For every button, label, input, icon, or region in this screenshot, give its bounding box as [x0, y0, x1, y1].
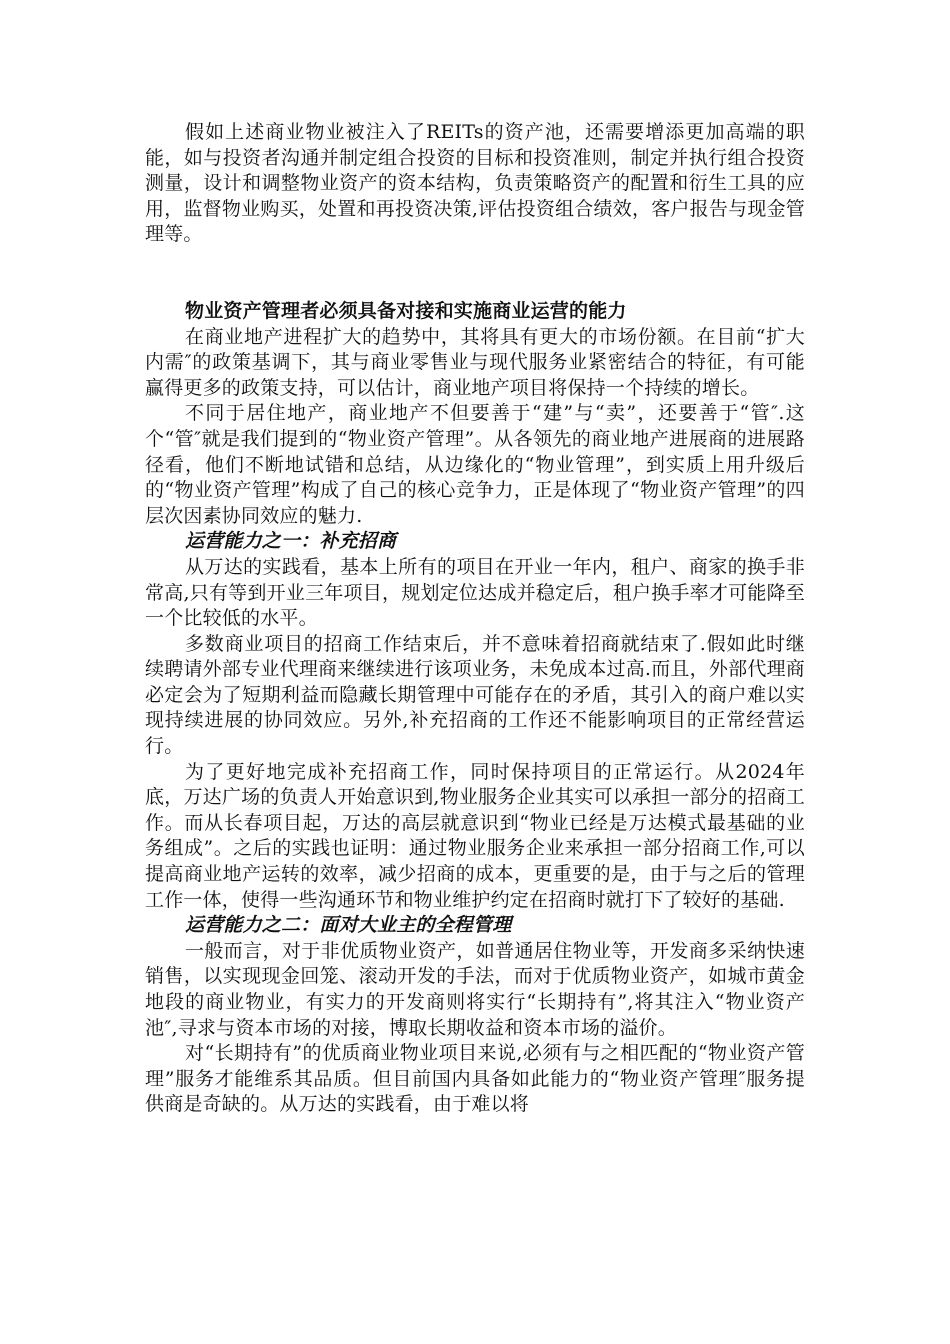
section-heading: 物业资产管理者必须具备对接和实施商业运营的能力: [185, 299, 627, 322]
paragraph-market-share: 在商业地产进程扩大的趋势中，其将具有更大的市场份额。在目前“扩大内需″的政策基调下，其与商业零售业与现代服务业紧密结合的特征，有可能赢得更多的政策支持，可以估计，商业地产项目将保持一个持续的增长。: [145, 325, 805, 399]
section-gap: [145, 248, 805, 299]
paragraph-long-term-holding: 对“长期持有”的优质商业物业项目来说,必须有与之相匹配的“物业资产管理”服务才能维系其品质。但目前国内具备如此能力的“物业资产管理″服务提供商是奇缺的。从万达的实践看，由于难以将: [145, 1042, 805, 1116]
subheading-owner-management: 运营能力之二：面对大业主的全程管理: [185, 914, 512, 937]
subheading-supplementary-leasing: 运营能力之一：补充招商: [185, 530, 397, 553]
paragraph-wanda-practice: 从万达的实践看，基本上所有的项目在开业一年内，租户、商家的换手非常高,只有等到开业三年项目，规划定位达成并稳定后，租户换手率才可能降至一个比较低的水平。: [145, 555, 805, 630]
paragraph-asset-strategy: 一般而言，对于非优质物业资产，如普通居住物业等，开发商多采纳快速销售，以实现现金回笼、滚动开发的手法，而对于优质物业资产，如城市黄金地段的商业物业，有实力的开发商则将实行“长期持有”,将其注入“物业资产池″,寻求与资本市场的对接，博取长期收益和资本市场的溢价。: [145, 939, 805, 1039]
paragraph-leasing-work: 为了更好地完成补充招商工作，同时保持项目的正常运行。从2024年底，万达广场的负责人开始意识到,物业服务企业其实可以承担一部分的招商工作。而从长春项目起，万达的高层就意识到“物业已经是万达模式最基础的业务组成”。之后的实践也证明：通过物业服务企业来承担一部分招商工作,可以提高商业地产运转的效率，减少招商的成本，更重要的是，由于与之后的管理工作一体，使得一些沟通环节和物业维护约定在招商时就打下了较好的基础.: [145, 760, 805, 911]
paragraph-reits: 假如上述商业物业被注入了REITs的资产池，还需要增添更加高端的职能，如与投资者沟通并制定组合投资的目标和投资准则，制定并执行组合投资测量，设计和调整物业资产的资本结构，负责策略资产的配置和衍生工具的应用，监督物业购买，处置和再投资决策,评估投资组合绩效，客户报告与现金管理等。: [145, 121, 805, 246]
paragraph-leasing-agents: 多数商业项目的招商工作结束后，并不意味着招商就结束了.假如此时继续聘请外部专业代理商来继续进行该项业务，未免成本过高.而且，外部代理商必定会为了短期利益而隐藏长期管理中可能存在的矛盾，其引入的商户难以实现持续进展的协同效应。另外,补充招商的工作还不能影响项目的正常经营运行。: [145, 632, 805, 758]
document-body: [145, 120, 805, 1118]
paragraph-management: 不同于居住地产，商业地产不但要善于“建”与“卖”，还要善于“管″.这个“管″就是我们提到的“物业资产管理”。从各领先的商业地产进展商的进展路径看，他们不断地试错和总结，从边缘化的“物业管理”，到实质上用升级后的“物业资产管理”构成了自己的核心竞争力，正是体现了“物业资产管理”的四层次因素协同效应的魅力.: [145, 402, 805, 527]
